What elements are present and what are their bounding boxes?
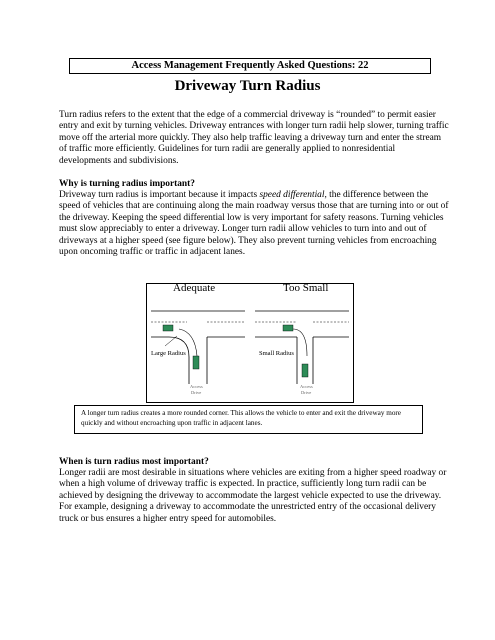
left-vehicle-main (163, 325, 173, 331)
section2-answer: Longer radii are most desirable in situations where vehicles are exiting from a higher speed roadway or when a high volume of driveway traffic is expected. In practice, sufficiently long turn radii can be achieved by designing the driveway to accommodate the largest vehicle expected to use the driveway. For example, designing a driveway to accommodate the unrestricted entry of the occasional delivery truck or bus ensures a higher entry speed for automobiles. (59, 468, 447, 524)
turn-radius-diagram (147, 284, 353, 402)
turn-radius-figure (146, 283, 354, 403)
small-radius-label: Small Radius (259, 350, 294, 357)
left-drive-label-2: Drive (191, 390, 202, 395)
speed-differential-term: speed differential (259, 190, 325, 200)
figure-left-heading: Adequate (173, 282, 216, 294)
document-header: Access Management Frequently Asked Questions: 22 (69, 58, 431, 74)
large-radius-label: Large Radius (151, 350, 186, 357)
figure-caption: A longer turn radius creates a more rounded corner. This allows the vehicle to enter and exit the driveway more quickly and without encroaching upon traffic in adjacent lanes. (74, 405, 423, 434)
intro-paragraph: Turn radius refers to the extent that the edge of a commercial driveway is “rounded” to permit easier entry and exit by turning vehicles. Driveway entrances with longer turn radii help slower, turning traffic move off the arterial more quickly. They also help traffic leaving a driveway turn and enter the stream of traffic more efficiently. Guidelines for turn radii are generally applied to nonresidential developments and subdivisions. (59, 110, 449, 166)
section1-answer (59, 190, 449, 258)
left-drive-label-1: Access (190, 384, 203, 389)
section1-question: Why is turning radius important? (59, 179, 195, 189)
figure-right-heading: Too Small (283, 282, 329, 294)
right-drive-label-2: Drive (301, 390, 312, 395)
right-vehicle-drive (302, 364, 308, 377)
page-title: Driveway Turn Radius (174, 78, 321, 94)
section1-answer-part2: , the difference between the speed of vehicles that are continuing along the main roadway versus those that are turning into or out of the driveway. Keeping the speed differential low is very important for safety reasons. Turning vehicles must slow appreciably to enter a driveway. Longer turn radii allow vehicles to turn into and out of driveways at a higher speed (see figure below). They also prevent turning vehicles from encroaching upon oncoming traffic or traffic in adjacent lanes. (59, 190, 449, 258)
left-vehicle-drive (193, 356, 199, 369)
right-drive-label-1: Access (300, 384, 313, 389)
right-vehicle-main (283, 325, 293, 331)
section2-question: When is turn radius most important? (59, 457, 209, 467)
section1-answer-part1: Driveway turn radius is important because it impacts (59, 190, 260, 200)
